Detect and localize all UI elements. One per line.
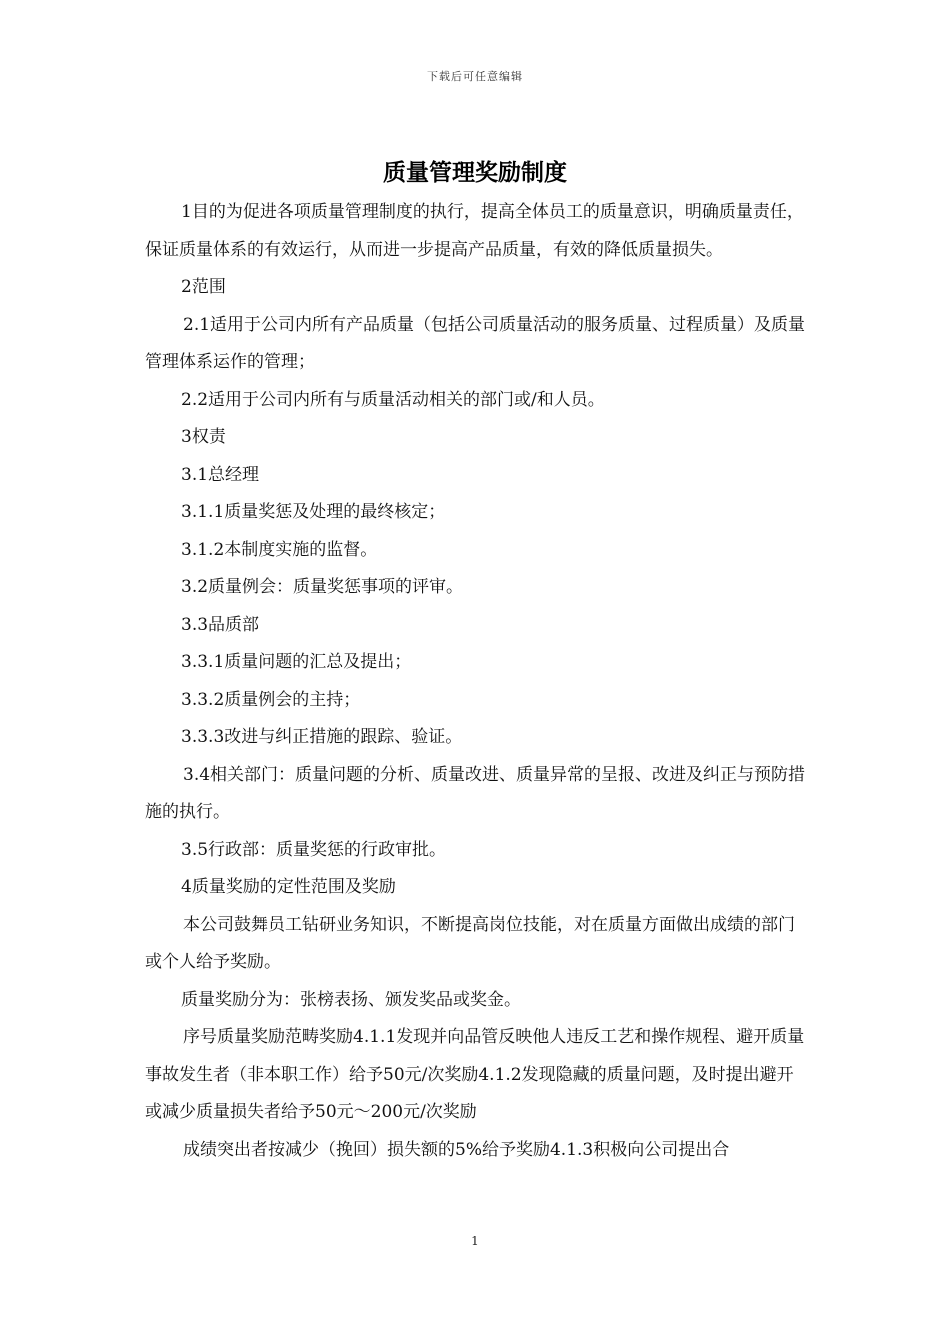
- paragraph-encouragement: 本公司鼓舞员工钻研业务知识，不断提高岗位技能，对在质量方面做出成绩的部门或个人给予奖励。: [145, 914, 795, 972]
- paragraph-3-3-1: 3.3.1质量问题的汇总及提出；: [181, 652, 412, 672]
- paragraph-scope-2-2: 2.2适用于公司内所有与质量活动相关的部门或/和人员。: [181, 389, 605, 410]
- paragraph-reward-table: 序号质量奖励范畴奖励4.1.1发现并向品管反映他人违反工艺和操作规程、避开质量事故发生者（非本职工作）给予50元/次奖励4.1.2发现隐藏的质量问题，及时提出避开或减少质量损失者给予50元～200元/次奖励: [145, 1027, 805, 1122]
- paragraph-3-4: 3.4相关部门：质量问题的分析、质量改进、质量异常的呈报、改进及纠正与预防措施的执行。: [145, 764, 806, 822]
- heading-rewards: 4质量奖励的定性范围及奖励: [181, 877, 396, 897]
- paragraph-3-2: 3.2质量例会：质量奖惩事项的评审。: [181, 577, 464, 597]
- paragraph-reward-types: 质量奖励分为：张榜表扬、颁发奖品或奖金。: [181, 989, 521, 1010]
- paragraph-reward-continued: 成绩突出者按减少（挽回）损失额的5%给予奖励4.1.3积极向公司提出合: [183, 1139, 730, 1160]
- document-title: 质量管理奖励制度: [383, 160, 567, 186]
- heading-scope: 2范围: [181, 277, 226, 297]
- paragraph-purpose: 1目的为促进各项质量管理制度的执行，提高全体员工的质量意识，明确质量责任，保证质量体系的有效运行，从而进一步提高产品质量，有效的降低质量损失。: [145, 202, 804, 260]
- heading-quality-dept: 3.3品质部: [181, 614, 260, 635]
- paragraph-3-5: 3.5行政部：质量奖惩的行政审批。: [181, 839, 447, 860]
- heading-responsibilities: 3权责: [181, 427, 226, 447]
- paragraph-3-1-1: 3.1.1质量奖惩及处理的最终核定；: [181, 502, 446, 522]
- paragraph-3-3-2: 3.3.2质量例会的主持；: [181, 689, 361, 710]
- paragraph-3-1-2: 3.1.2本制度实施的监督。: [181, 539, 378, 560]
- page-header-note: 下载后可任意编辑: [427, 70, 523, 83]
- heading-general-manager: 3.1总经理: [181, 464, 260, 485]
- page-number: 1: [471, 1234, 479, 1248]
- paragraph-scope-2-1: 2.1适用于公司内所有产品质量（包括公司质量活动的服务质量、过程质量）及质量管理体系运作的管理；: [145, 314, 806, 372]
- document-body: [145, 194, 810, 1169]
- paragraph-3-3-3: 3.3.3改进与纠正措施的跟踪、验证。: [181, 727, 463, 747]
